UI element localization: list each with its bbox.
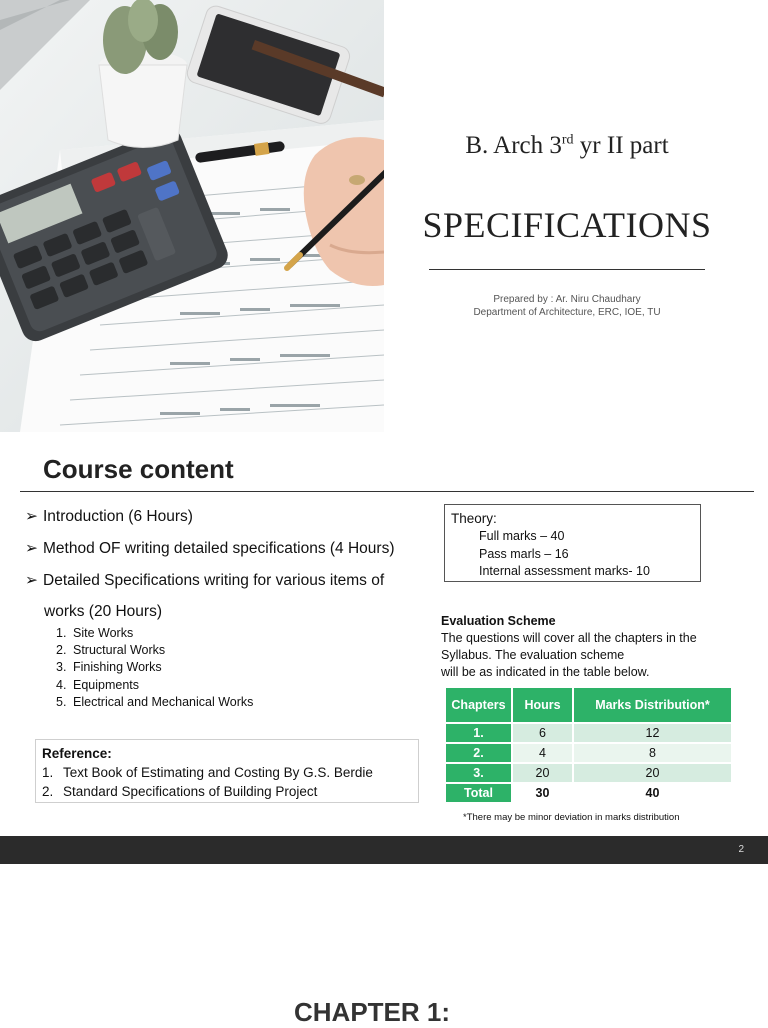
chapter-title: CHAPTER 1: xyxy=(293,997,450,1027)
topic-item: ➢ Introduction (6 Hours) xyxy=(25,508,193,525)
calculator-desk-photo xyxy=(0,0,384,432)
list-item: 4. Equipments xyxy=(56,677,140,692)
table-cell: 2. xyxy=(446,744,511,762)
topic-item: ➢ Detailed Specifications writing for various items of xyxy=(25,572,385,589)
list-item: 3. Finishing Works xyxy=(56,660,162,675)
theory-item: Full marks – 40 xyxy=(479,529,565,543)
page-number: 2 xyxy=(738,844,744,855)
title-divider xyxy=(429,269,705,270)
reference-box xyxy=(35,739,419,803)
column-header: Chapters xyxy=(446,688,511,722)
reference-item: 2. Standard Specifications of Building Project xyxy=(42,784,318,799)
theory-heading: Theory: xyxy=(451,511,497,526)
list-item: 2. Structural Works xyxy=(56,643,166,658)
arrow-bullet-icon: ➢ xyxy=(25,540,38,557)
table-cell: 40 xyxy=(574,784,731,802)
arrow-bullet-icon: ➢ xyxy=(25,508,38,525)
table-cell: 4 xyxy=(513,744,572,762)
table-row xyxy=(446,764,731,782)
topic-item: ➢ Method OF writing detailed specifications (4 Hours) xyxy=(25,540,395,557)
course-content-slide xyxy=(0,432,768,864)
evaluation-heading: Evaluation Scheme xyxy=(441,614,556,628)
course-subtitle: B. Arch 3rd yr II part xyxy=(465,132,669,159)
photo-illustration xyxy=(0,0,384,432)
theory-item: Pass marls – 16 xyxy=(479,546,569,561)
table-cell: 1. xyxy=(446,724,511,742)
column-header: Hours xyxy=(513,688,572,722)
reference-heading: Reference: xyxy=(42,746,112,761)
prepared-by: Prepared by : Ar. Niru Chaudhary xyxy=(493,294,641,305)
slide-footer-bar xyxy=(0,836,768,864)
table-cell: 3. xyxy=(446,764,511,782)
chapter-slide xyxy=(0,864,768,1027)
column-header: Marks Distribution* xyxy=(574,688,731,722)
arrow-bullet-icon: ➢ xyxy=(25,572,38,589)
presentation-title: SPECIFICATIONS xyxy=(422,205,712,245)
title-block xyxy=(400,0,768,432)
slide-heading: Course content xyxy=(43,454,234,484)
heading-divider xyxy=(20,491,754,492)
marks-distribution-table xyxy=(444,686,733,804)
theory-box xyxy=(444,504,701,582)
table-header-row xyxy=(446,688,731,722)
table-cell: 20 xyxy=(574,764,731,782)
table-row xyxy=(446,724,731,742)
evaluation-description: The questions will cover all the chapters in the Syllabus. The evaluation scheme will be as indicated in the table below. xyxy=(441,631,697,679)
topic-item-continuation: works (20 Hours) xyxy=(44,603,162,620)
table-row xyxy=(446,744,731,762)
table-cell: 6 xyxy=(513,724,572,742)
table-cell: 30 xyxy=(513,784,572,802)
reference-item: 1. Text Book of Estimating and Costing By G.S. Berdie xyxy=(42,765,373,780)
table-cell: 12 xyxy=(574,724,731,742)
list-item: 5. Electrical and Mechanical Works xyxy=(56,694,254,709)
title-slide xyxy=(0,0,768,432)
theory-item: Internal assessment marks- 10 xyxy=(479,564,650,578)
table-cell: Total xyxy=(446,784,511,802)
table-cell: 8 xyxy=(574,744,731,762)
list-item: 1. Site Works xyxy=(56,626,134,640)
department: Department of Architecture, ERC, IOE, TU xyxy=(473,307,661,318)
table-footnote: *There may be minor deviation in marks distribution xyxy=(463,812,680,823)
works-sublist xyxy=(56,625,253,711)
table-total-row xyxy=(446,784,731,802)
table-cell: 20 xyxy=(513,764,572,782)
